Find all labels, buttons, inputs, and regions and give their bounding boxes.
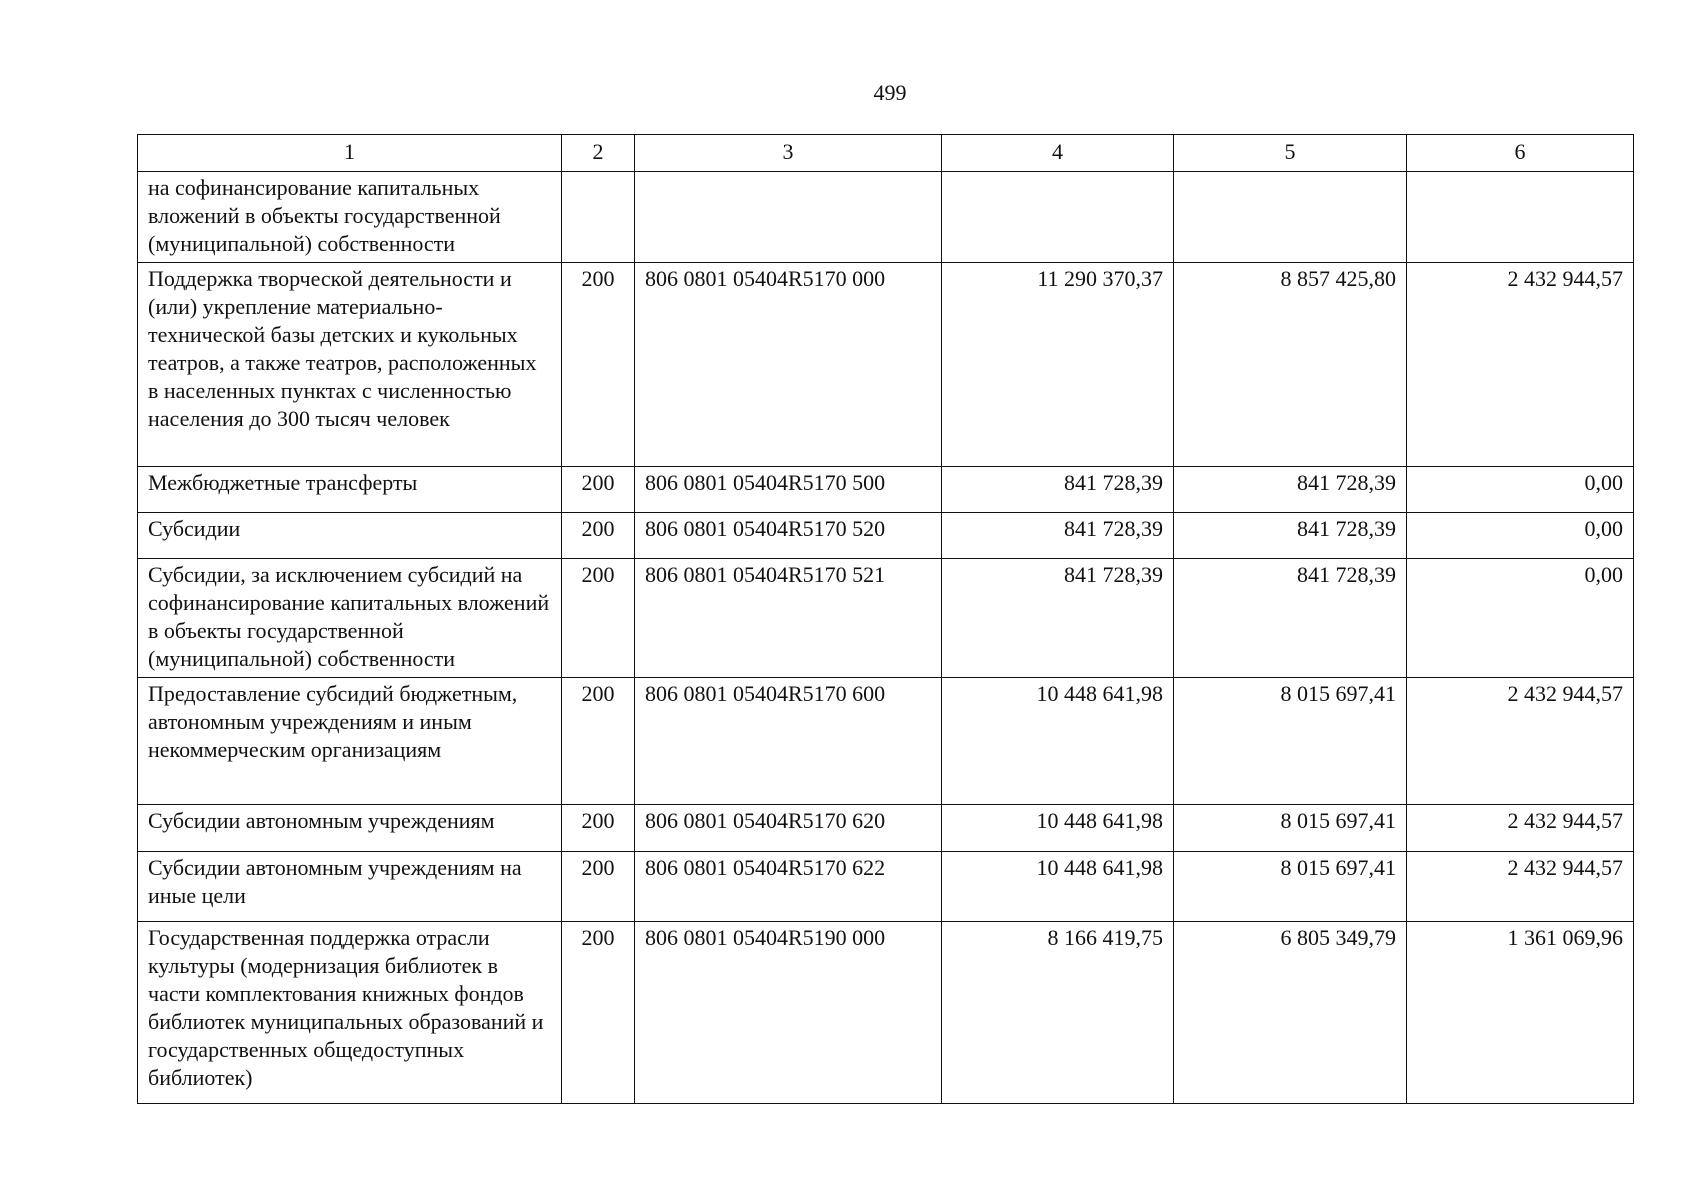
row-amount-col5: 841 728,39	[1174, 513, 1407, 559]
row-amount-col6: 2 432 944,57	[1407, 678, 1634, 805]
row-name: на софинансирование капитальных вложений в объекты государственной (муниципальной) собственности	[138, 172, 562, 263]
table-row	[138, 467, 1634, 513]
table-row	[138, 172, 1634, 263]
row-amount-col6: 2 432 944,57	[1407, 263, 1634, 467]
row-amount-col4: 10 448 641,98	[942, 852, 1174, 922]
row-amount-col4: 10 448 641,98	[942, 678, 1174, 805]
column-header: 4	[942, 135, 1174, 172]
row-code: 200	[562, 263, 635, 467]
row-amount-col4: 11 290 370,37	[942, 263, 1174, 467]
table-row	[138, 852, 1634, 922]
row-classification-code: 806 0801 05404R5170 000	[635, 263, 942, 467]
row-amount-col6: 0,00	[1407, 559, 1634, 678]
row-classification-code: 806 0801 05404R5170 500	[635, 467, 942, 513]
row-amount-col5: 8 015 697,41	[1174, 678, 1407, 805]
row-classification-code	[635, 172, 942, 263]
row-classification-code: 806 0801 05404R5190 000	[635, 922, 942, 1104]
row-amount-col4: 841 728,39	[942, 467, 1174, 513]
row-amount-col6: 1 361 069,96	[1407, 922, 1634, 1104]
column-header: 6	[1407, 135, 1634, 172]
row-amount-col5: 8 015 697,41	[1174, 805, 1407, 852]
row-classification-code: 806 0801 05404R5170 600	[635, 678, 942, 805]
row-code: 200	[562, 513, 635, 559]
row-amount-col6	[1407, 172, 1634, 263]
table-row	[138, 678, 1634, 805]
row-name: Поддержка творческой деятельности и (или) укрепление материально-технической базы детских и кукольных театров, а также театров, расположенных в населенных пунктах с численностью населения до 300 тысяч человек	[138, 263, 562, 467]
column-header: 5	[1174, 135, 1407, 172]
row-amount-col5: 6 805 349,79	[1174, 922, 1407, 1104]
row-code: 200	[562, 559, 635, 678]
row-name: Предоставление субсидий бюджетным, автономным учреждениям и иным некоммерческим организациям	[138, 678, 562, 805]
row-amount-col4: 841 728,39	[942, 513, 1174, 559]
row-amount-col5: 8 015 697,41	[1174, 852, 1407, 922]
table-row	[138, 922, 1634, 1104]
row-amount-col6: 0,00	[1407, 467, 1634, 513]
row-name: Субсидии автономным учреждениям на иные цели	[138, 852, 562, 922]
row-code: 200	[562, 805, 635, 852]
row-code: 200	[562, 467, 635, 513]
row-name: Межбюджетные трансферты	[138, 467, 562, 513]
row-name: Субсидии автономным учреждениям	[138, 805, 562, 852]
row-classification-code: 806 0801 05404R5170 620	[635, 805, 942, 852]
row-classification-code: 806 0801 05404R5170 622	[635, 852, 942, 922]
table-header-row	[138, 135, 1634, 172]
row-amount-col5	[1174, 172, 1407, 263]
row-amount-col4: 10 448 641,98	[942, 805, 1174, 852]
budget-table	[137, 134, 1634, 1104]
row-code	[562, 172, 635, 263]
row-classification-code: 806 0801 05404R5170 520	[635, 513, 942, 559]
table-row	[138, 805, 1634, 852]
column-header: 2	[562, 135, 635, 172]
row-name: Государственная поддержка отрасли культуры (модернизация библиотек в части комплектования книжных фондов библиотек муниципальных образований и государственных общедоступных библиотек)	[138, 922, 562, 1104]
row-amount-col5: 841 728,39	[1174, 559, 1407, 678]
page-number: 499	[873, 80, 907, 105]
row-name: Субсидии	[138, 513, 562, 559]
row-amount-col4: 8 166 419,75	[942, 922, 1174, 1104]
row-code: 200	[562, 678, 635, 805]
row-amount-col5: 841 728,39	[1174, 467, 1407, 513]
table-row	[138, 559, 1634, 678]
column-header: 1	[138, 135, 562, 172]
table-row	[138, 513, 1634, 559]
row-amount-col6: 0,00	[1407, 513, 1634, 559]
column-header: 3	[635, 135, 942, 172]
row-classification-code: 806 0801 05404R5170 521	[635, 559, 942, 678]
row-code: 200	[562, 922, 635, 1104]
row-code: 200	[562, 852, 635, 922]
row-amount-col6: 2 432 944,57	[1407, 805, 1634, 852]
table-row	[138, 263, 1634, 467]
row-amount-col4: 841 728,39	[942, 559, 1174, 678]
row-amount-col5: 8 857 425,80	[1174, 263, 1407, 467]
row-name: Субсидии, за исключением субсидий на софинансирование капитальных вложений в объекты государственной (муниципальной) собственности	[138, 559, 562, 678]
row-amount-col4	[942, 172, 1174, 263]
row-amount-col6: 2 432 944,57	[1407, 852, 1634, 922]
